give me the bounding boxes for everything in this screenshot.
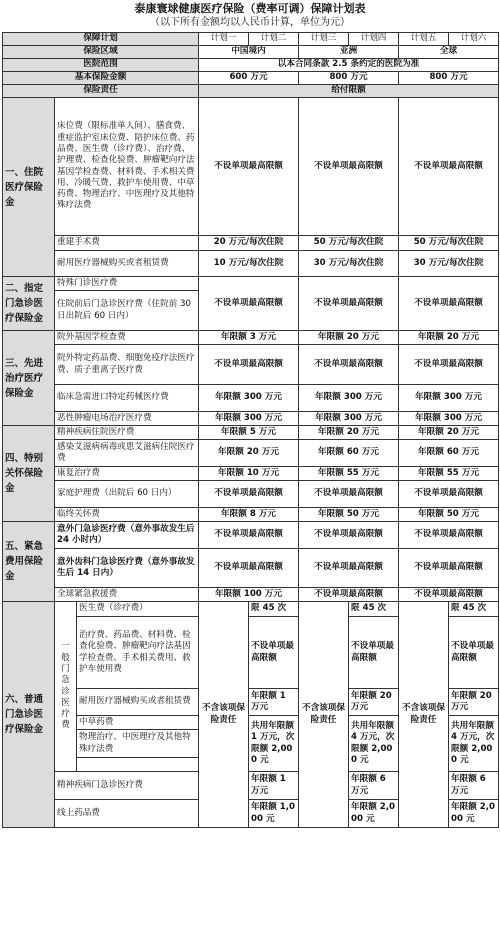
limit-value: 不设单项最高限额 bbox=[399, 345, 499, 385]
limit-value: 年限额 20 万元 bbox=[299, 331, 399, 345]
no-cover-value: 不含该项保险责任 bbox=[399, 602, 449, 828]
limit-value: 年限额 20 万元 bbox=[299, 426, 399, 440]
plan-5: 计划五 bbox=[399, 33, 449, 46]
limit-value: 年限额 60 万元 bbox=[399, 440, 499, 467]
benefit-item: 感染艾滋病病毒或患艾滋病住院医疗费 bbox=[55, 440, 199, 467]
benefit-item-spacer bbox=[77, 758, 199, 772]
section-2-name: 二、指定门急诊医疗保险金 bbox=[3, 277, 55, 331]
limit-value: 不设单项最高限额 bbox=[449, 617, 499, 689]
limit-value: 20 万元/每次住院 bbox=[199, 236, 299, 251]
limit-value: 年限额 8 万元 bbox=[199, 508, 299, 522]
base-amount-value: 800 万元 bbox=[399, 72, 499, 85]
limit-value: 年限额 55 万元 bbox=[399, 467, 499, 481]
limit-value: 不设单项最高限额 bbox=[299, 522, 399, 549]
limit-value: 不设单项最高限额 bbox=[399, 98, 499, 236]
limit-value: 不设单项最高限额 bbox=[399, 522, 499, 549]
benefit-item: 住院前后门急诊医疗费（住院前 30 日出院后 60 日内） bbox=[55, 291, 199, 331]
limit-value: 年限额 20 万元 bbox=[449, 689, 499, 716]
limit-value: 共用年限额 1 万元，次限额 2,000 元 bbox=[249, 716, 299, 772]
limit-value: 年限额 20 万元 bbox=[349, 689, 399, 716]
limit-value: 不设单项最高限额 bbox=[299, 549, 399, 588]
base-amount-value: 800 万元 bbox=[299, 72, 399, 85]
plan-label: 保障计划 bbox=[3, 33, 199, 46]
limit-value: 年限额 60 万元 bbox=[299, 440, 399, 467]
section-5-name: 五、紧急费用保险金 bbox=[3, 522, 55, 602]
limit-value: 10 万元/每次住院 bbox=[199, 251, 299, 277]
benefit-item: 精神疾病住院医疗费 bbox=[55, 426, 199, 440]
benefit-item: 家庭护理费（出院后 60 日内） bbox=[55, 481, 199, 508]
limit-value: 不设单项最高限额 bbox=[249, 617, 299, 689]
limit-value: 限 45 次 bbox=[249, 602, 299, 617]
limit-header: 给付限额 bbox=[199, 85, 499, 98]
plan-4: 计划四 bbox=[349, 33, 399, 46]
limit-value: 年限额 5 万元 bbox=[199, 426, 299, 440]
benefit-item: 特殊门诊医疗费 bbox=[55, 277, 199, 291]
limit-value: 不设单项最高限额 bbox=[299, 481, 399, 508]
benefit-item: 中草药费 bbox=[77, 716, 199, 730]
limit-value: 不设单项最高限额 bbox=[299, 98, 399, 236]
limit-value: 年限额 1,000 元 bbox=[249, 800, 299, 828]
benefit-item: 重建手术费 bbox=[55, 236, 199, 251]
benefit-item: 医生费（诊疗费） bbox=[77, 602, 199, 617]
limit-value: 不设单项最高限额 bbox=[199, 522, 299, 549]
section-4-name: 四、特别关怀保险金 bbox=[3, 426, 55, 522]
region-value: 亚洲 bbox=[299, 46, 399, 59]
benefit-item: 意外齿科门急诊医疗费（意外事故发生后 14 日内） bbox=[55, 549, 199, 588]
limit-value: 年限额 50 万元 bbox=[399, 508, 499, 522]
benefit-item: 临床急需进口特定药械医疗费 bbox=[55, 385, 199, 412]
document-title: 泰康寰球健康医疗保险（费率可调）保障计划表 bbox=[134, 2, 366, 15]
hospital-label: 医院范围 bbox=[3, 59, 199, 72]
benefit-item: 耐用医疗器械购买或者租赁费 bbox=[55, 251, 199, 277]
limit-value: 不设单项最高限额 bbox=[199, 549, 299, 588]
limit-value: 年限额 20 万元 bbox=[399, 426, 499, 440]
limit-value: 不设单项最高限额 bbox=[399, 549, 499, 588]
limit-value: 年限额 10 万元 bbox=[199, 467, 299, 481]
section-3-name: 三、先进治疗医疗保险金 bbox=[3, 331, 55, 426]
benefit-item: 线上药品费 bbox=[55, 800, 199, 828]
limit-value: 不设单项最高限额 bbox=[299, 345, 399, 385]
plan-2: 计划二 bbox=[249, 33, 299, 46]
benefit-item: 恶性肿瘤电场治疗医疗费 bbox=[55, 412, 199, 426]
limit-value: 年限额 3 万元 bbox=[199, 331, 299, 345]
limit-value: 年限额 20 万元 bbox=[399, 331, 499, 345]
limit-value: 不设单项最高限额 bbox=[399, 588, 499, 602]
limit-value: 限 45 次 bbox=[449, 602, 499, 617]
benefit-item: 院外基因学检查费 bbox=[55, 331, 199, 345]
plan-3: 计划三 bbox=[299, 33, 349, 46]
no-cover-value: 不含该项保险责任 bbox=[299, 602, 349, 828]
limit-value: 不设单项最高限额 bbox=[199, 481, 299, 508]
base-amount-value: 600 万元 bbox=[199, 72, 299, 85]
benefit-item: 临终关怀费 bbox=[55, 508, 199, 522]
plan-1: 计划一 bbox=[199, 33, 249, 46]
limit-value: 不设单项最高限额 bbox=[349, 617, 399, 689]
document-subtitle: （以下所有金额均以人民币计算，单位为元） bbox=[150, 17, 350, 28]
general-outpatient-group: 一般门急诊医疗费 bbox=[55, 602, 77, 772]
region-label: 保险区域 bbox=[3, 46, 199, 59]
limit-value: 年限额 1 万元 bbox=[249, 772, 299, 800]
limit-value: 不设单项最高限额 bbox=[399, 277, 499, 331]
section-1-name: 一、住院医疗保险金 bbox=[3, 98, 55, 277]
limit-value: 不设单项最高限额 bbox=[199, 345, 299, 385]
plan-document bbox=[2, 0, 498, 828]
limit-value: 年限额 2,000 元 bbox=[449, 800, 499, 828]
limit-value: 年限额 2,000 元 bbox=[349, 800, 399, 828]
limit-value: 不设单项最高限额 bbox=[199, 277, 299, 331]
benefit-item: 精神疾病门急诊医疗费 bbox=[55, 772, 199, 800]
limit-value: 年限额 1 万元 bbox=[249, 689, 299, 716]
benefit-item: 院外特定药品费、细胞免疫疗法医疗费、质子重离子医疗费 bbox=[55, 345, 199, 385]
limit-value: 年限额 6 万元 bbox=[349, 772, 399, 800]
limit-value: 共用年限额 4 万元，次限额 2,000 元 bbox=[349, 716, 399, 772]
limit-value: 不设单项最高限额 bbox=[299, 277, 399, 331]
benefit-item: 物理治疗、中医理疗及其他特殊疗法费 bbox=[77, 730, 199, 758]
benefit-item: 床位费（限标准单人间）、膳食费、重症监护室床位费、陪护床位费、药品费、医生费（诊疗费）、治疗费、护理费、检查化验费、肿瘤靶向疗法基因学检查费、材料费、手术相关费用、冷暖气费、救护车使用费、中草药费、物理治疗、中医理疗及其他特殊疗法费 bbox=[55, 98, 199, 236]
base-amount-label: 基本保险金额 bbox=[3, 72, 199, 85]
no-cover-value: 不含该项保险责任 bbox=[199, 602, 249, 828]
benefit-item: 意外门急诊医疗费（意外事故发生后 24 小时内） bbox=[55, 522, 199, 549]
benefit-item: 全球紧急救援费 bbox=[55, 588, 199, 602]
region-value: 全球 bbox=[399, 46, 499, 59]
limit-value: 年限额 50 万元 bbox=[299, 508, 399, 522]
limit-value: 年限额 300 万元 bbox=[399, 412, 499, 426]
benefit-item: 康复治疗费 bbox=[55, 467, 199, 481]
limit-value: 不设单项最高限额 bbox=[299, 588, 399, 602]
limit-value: 年限额 300 万元 bbox=[399, 385, 499, 412]
limit-value: 30 万元/每次住院 bbox=[399, 251, 499, 277]
limit-value: 不设单项最高限额 bbox=[399, 481, 499, 508]
hospital-scope: 以本合同条款 2.5 条约定的医院为准 bbox=[199, 59, 499, 72]
region-value: 中国境内 bbox=[199, 46, 299, 59]
limit-value: 不设单项最高限额 bbox=[199, 98, 299, 236]
benefit-header: 保险责任 bbox=[3, 85, 199, 98]
limit-value: 30 万元/每次住院 bbox=[299, 251, 399, 277]
coverage-table bbox=[2, 32, 499, 828]
benefit-item: 治疗费、药品费、材料费、检查化验费、肿瘤靶向疗法基因学检查费、手术相关费用、救护车使用费 bbox=[77, 617, 199, 689]
limit-value: 共用年限额 4 万元，次限额 2,000 元 bbox=[449, 716, 499, 772]
limit-value: 年限额 6 万元 bbox=[449, 772, 499, 800]
limit-value: 年限额 55 万元 bbox=[299, 467, 399, 481]
limit-value: 年限额 20 万元 bbox=[199, 440, 299, 467]
limit-value: 年限额 100 万元 bbox=[199, 588, 299, 602]
limit-value: 限 45 次 bbox=[349, 602, 399, 617]
section-6-name: 六、普通门急诊医疗保险金 bbox=[3, 602, 55, 828]
limit-value: 年限额 300 万元 bbox=[299, 385, 399, 412]
limit-value: 年限额 300 万元 bbox=[199, 412, 299, 426]
benefit-item: 耐用医疗器械购买或者租赁费 bbox=[77, 689, 199, 716]
limit-value: 50 万元/每次住院 bbox=[399, 236, 499, 251]
limit-value: 年限额 300 万元 bbox=[199, 385, 299, 412]
limit-value: 年限额 300 万元 bbox=[299, 412, 399, 426]
limit-value: 50 万元/每次住院 bbox=[299, 236, 399, 251]
plan-6: 计划六 bbox=[449, 33, 499, 46]
